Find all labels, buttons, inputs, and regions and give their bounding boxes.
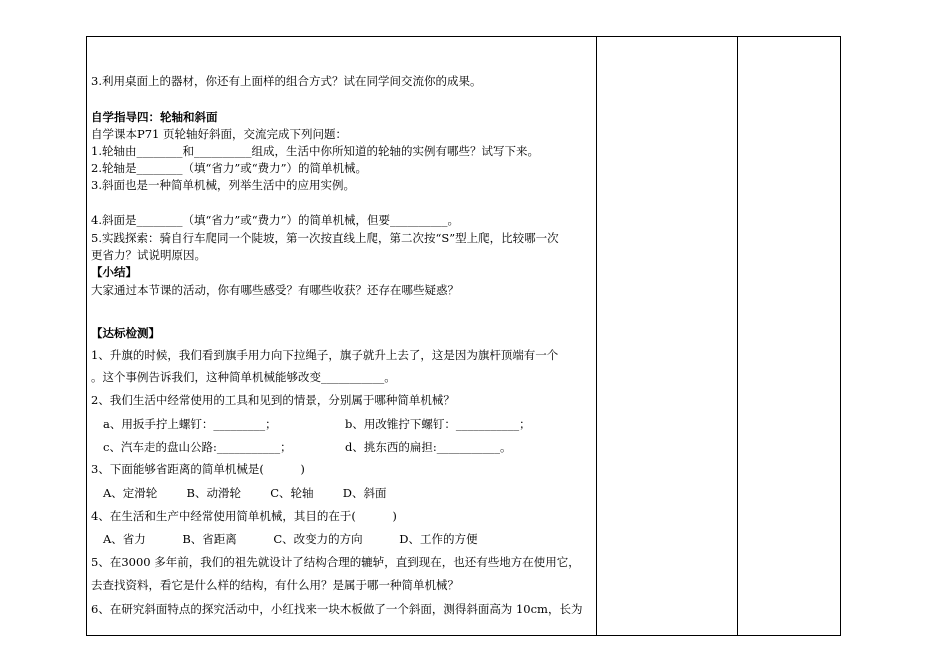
question-line: 2.轮轴是________（填“省力”或“费力”）的简单机械。 (91, 161, 367, 175)
question-line: 3、下面能够省距离的简单机械是( ) (91, 462, 305, 476)
question-line: 1、升旗的时候，我们看到旗手用力向下拉绳子，旗子就升上去了，这是因为旗杆顶端有一个 (91, 348, 559, 362)
question-line: 2、我们生活中经常使用的工具和见到的情景，分别属于哪种简单机械？ (91, 393, 455, 407)
column-divider (596, 37, 597, 635)
section-heading: 自学指导四：轮轴和斜面 (91, 110, 218, 124)
option-line: A、定滑轮 B、动滑轮 C、轮轴 D、斜面 (103, 486, 387, 500)
worksheet-table (86, 36, 841, 636)
option-line: c、汽车走的盘山公路:___________； (103, 440, 292, 454)
option-line: A、省力 B、省距离 C、改变力的方向 D、工作的方便 (103, 532, 478, 546)
question-line: 3.斜面也是一种简单机械，列举生活中的应用实例。 (91, 178, 355, 192)
question-line: 。这个事例告诉我们，这种简单机械能够改变___________。 (91, 370, 396, 384)
column-divider (737, 37, 738, 635)
question-line: 5.实践探索：骑自行车爬同一个陡坡，第一次按直线上爬，第二次按“S”型上爬，比较哪一次 (91, 231, 559, 245)
question-line: 6、在研究斜面特点的探究活动中，小红找来一块木板做了一个斜面，测得斜面高为 10cm，长为 (91, 602, 583, 616)
option-line: d、挑东西的扁担:___________。 (345, 440, 512, 454)
section-heading: 【达标检测】 (91, 326, 160, 340)
question-line: 去查找资料，看它是什么样的结构，有什么用？是属于哪一种简单机械？ (91, 578, 459, 592)
option-line: a、用扳手拧上螺钉：_________； (103, 417, 277, 431)
question-line: 4.斜面是________（填“省力”或“费力”）的简单机械，但要__________。 (91, 213, 459, 227)
question-line: 1.轮轴由________和__________组成，生活中你所知道的轮轴的实例有哪些？试写下来。 (91, 144, 539, 158)
question-line: 5、在3000 多年前，我们的祖先就设计了结构合理的辘轳，直到现在，也还有些地方在使用它， (91, 555, 580, 569)
summary-heading: 【小结】 (91, 265, 137, 279)
text-line: 3.利用桌面上的器材，你还有上面样的组合方式？试在同学间交流你的成果。 (91, 74, 482, 88)
text-line: 大家通过本节课的活动，你有哪些感受？有哪些收获？还存在哪些疑惑？ (91, 283, 459, 297)
option-line: b、用改锥拧下螺钉：___________； (345, 417, 531, 431)
text-line: 自学课本P71 页轮轴好斜面，交流完成下列问题： (91, 127, 348, 141)
question-line: 更省力？试说明原因。 (91, 248, 206, 262)
question-line: 4、在生活和生产中经常使用简单机械，其目的在于( ) (91, 509, 397, 523)
